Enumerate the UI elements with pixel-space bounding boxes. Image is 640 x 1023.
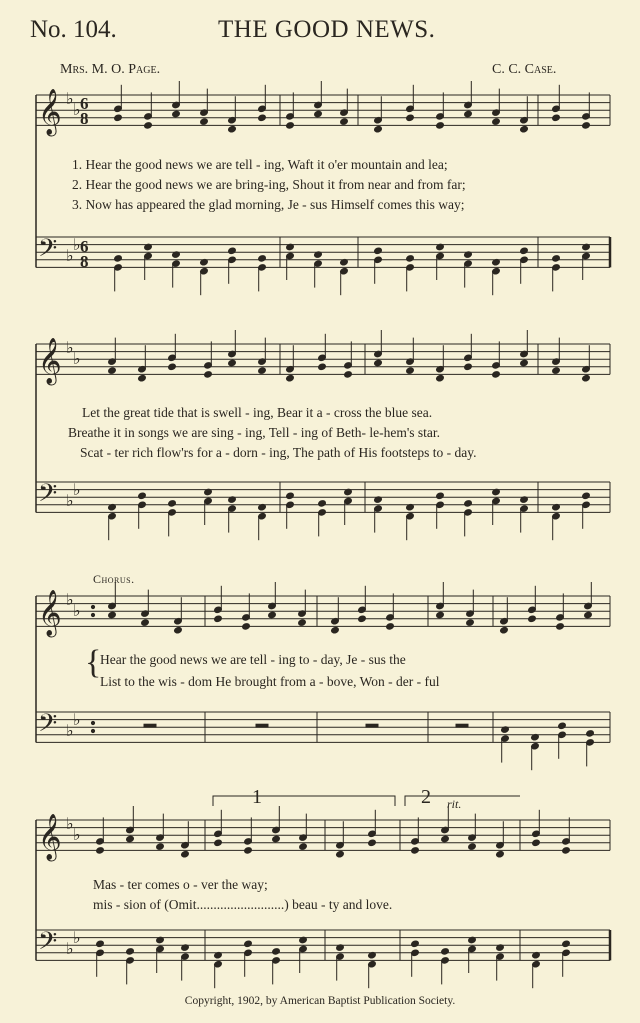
svg-text:𝄢: 𝄢 (38, 479, 58, 514)
svg-text:♭: ♭ (66, 338, 74, 357)
svg-text:𝄢: 𝄢 (38, 927, 58, 962)
svg-text:♭: ♭ (73, 100, 81, 119)
treble-time-signature: 6 8 (80, 94, 89, 128)
verse-line-5: Breathe it in songs we are sing - ing, Tell - ing of Beth- le-hem's star. (68, 425, 441, 440)
verse-line-2: 2. Hear the good news we are bring-ing, Shout it from near and from far; (72, 177, 466, 192)
verse-line-3: 3. Now has appeared the glad morning, Je - sus Himself comes this way; (72, 197, 465, 212)
svg-text:♭: ♭ (73, 710, 81, 729)
svg-text:𝄢: 𝄢 (38, 709, 58, 744)
svg-text:♭: ♭ (66, 814, 74, 833)
hymn-title: THE GOOD NEWS. (218, 16, 436, 43)
svg-text:♭: ♭ (73, 825, 81, 844)
svg-text:𝄞: 𝄞 (38, 338, 62, 384)
svg-text:♭: ♭ (73, 349, 81, 368)
svg-text:♭: ♭ (66, 246, 74, 265)
svg-text:𝄞: 𝄞 (38, 814, 62, 860)
svg-text:♭: ♭ (73, 235, 81, 254)
verse-line-6: Scat - ter rich flow'rs for a - dorn - ing, The path of His footsteps to - day. (80, 445, 477, 460)
bass-time-signature: 6 8 (80, 237, 89, 271)
copyright-notice: Copyright, 1902, by American Baptist Publication Society. (184, 995, 456, 1007)
chorus-line-2: List to the wis - dom He brought from a - bove, Won - der - ful (100, 674, 440, 689)
verse-line-1: 1. Hear the good news we are tell - ing, Waft it o'er mountain and lea; (72, 157, 448, 172)
svg-text:♭: ♭ (66, 939, 74, 958)
svg-text:♭: ♭ (66, 89, 74, 108)
svg-text:♭: ♭ (66, 491, 74, 510)
svg-text:♭: ♭ (73, 480, 81, 499)
svg-text:𝄢: 𝄢 (38, 234, 58, 269)
hymn-number: No. 104. (30, 16, 117, 43)
svg-text:𝄞: 𝄞 (38, 89, 62, 135)
svg-text:♭: ♭ (73, 928, 81, 947)
chorus-label: Chorus. (93, 572, 135, 586)
verse-line-4: Let the great tide that is swell - ing, Bear it a - cross the blue sea. (82, 405, 433, 420)
svg-text:♭: ♭ (66, 590, 74, 609)
lyric-brace: { (85, 644, 102, 681)
first-ending-number: 1 (252, 786, 262, 808)
ritardando-mark: rit. (447, 797, 462, 811)
composer-credit: C. C. Case. (492, 62, 557, 77)
chorus-line-4: mis - sion of (Omit..........................) beau - ty and love. (93, 897, 393, 912)
chorus-line-3: Mas - ter comes o - ver the way; (93, 877, 268, 892)
svg-text:♭: ♭ (73, 601, 81, 620)
svg-text:♭: ♭ (66, 721, 74, 740)
author-credit: Mrs. M. O. Page. (60, 62, 161, 77)
svg-text:𝄞: 𝄞 (38, 590, 62, 636)
second-ending-number: 2 (421, 786, 431, 808)
chorus-line-1: Hear the good news we are tell - ing to - day, Je - sus the (100, 652, 406, 667)
